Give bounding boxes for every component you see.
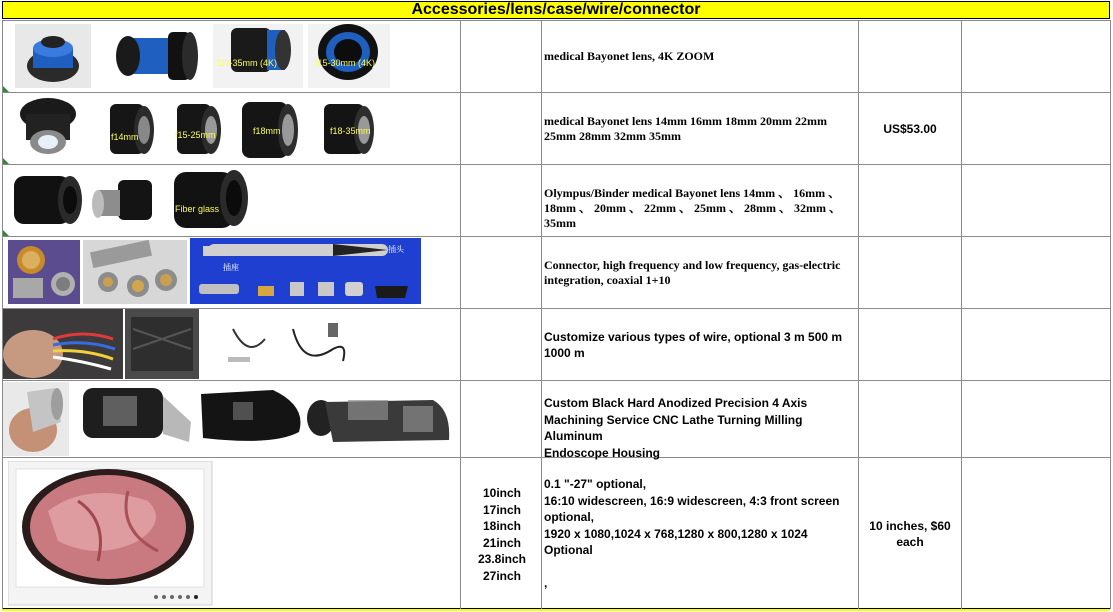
description-line xyxy=(544,559,858,576)
monitor-image xyxy=(8,461,214,607)
row6-description xyxy=(544,395,858,461)
size-item: 27inch xyxy=(482,568,521,583)
row7-description xyxy=(544,476,858,592)
size-item: 17inch xyxy=(482,502,521,517)
row-divider xyxy=(2,20,1110,21)
row1-description: medical Bayonet lens, 4K ZOOM xyxy=(544,49,715,63)
olympus-binder-lens-images xyxy=(3,166,393,234)
description-line: 1000 m xyxy=(544,346,585,360)
bayonet-zoom-lens-images xyxy=(3,22,393,90)
description-line: , xyxy=(544,576,548,590)
row7-price xyxy=(859,518,961,550)
description-line: Custom Black Hard Anodized Precision 4 Axis xyxy=(544,396,808,410)
image-caption: Fiber glass xyxy=(175,204,220,214)
row2-price: US$53.00 xyxy=(883,122,937,136)
image-caption: f18-35mm xyxy=(330,126,371,136)
image-caption: f15-30mm (4K) xyxy=(315,58,376,68)
size-item: 18inch xyxy=(482,519,521,533)
size-item: 23.8inch xyxy=(477,552,527,566)
description-line: Machining Service CNC Lathe Turning Milling Aluminum xyxy=(544,412,803,443)
description-line: medical Bayonet lens 14mm 16mm 18mm 20mm 22mm xyxy=(544,114,827,128)
description-line: 1920 x 1080,1024 x 768,1280 x 800,1280 x 1024 xyxy=(544,526,808,541)
description-line: 0.1 "-27" optional, xyxy=(544,477,647,491)
description-line: optional, xyxy=(544,510,594,524)
size-item: 21inch xyxy=(482,535,521,550)
image-caption: f18mm xyxy=(253,126,281,136)
description-line: 25mm 28mm 32mm 35mm xyxy=(544,129,681,143)
description-line: Optional xyxy=(544,543,593,557)
bayonet-lens-images xyxy=(3,94,393,162)
price-line: 10 inches, $60 xyxy=(869,519,951,533)
size-item: 10inch xyxy=(482,486,521,500)
svg-text:插座: 插座 xyxy=(223,263,239,272)
row-divider xyxy=(2,380,1110,381)
description-line: Endoscope Housing xyxy=(544,445,661,460)
housing-images xyxy=(3,382,463,456)
row-divider xyxy=(2,164,1110,165)
row-divider xyxy=(2,92,1110,93)
image-caption: f15-25mm xyxy=(175,130,216,140)
description-line: 18mm 、 20mm 、 22mm 、 25mm 、 28mm 、 32mm 、 35mm xyxy=(544,201,841,230)
description-line: 16:10 widescreen, 16:9 widescreen, 4:3 front screen xyxy=(544,493,840,508)
svg-text:插头: 插头 xyxy=(388,245,404,254)
monitor-sizes xyxy=(462,485,542,584)
col-divider xyxy=(460,20,461,609)
row3-description xyxy=(544,186,856,231)
description-line: integration, coaxial 1+10 xyxy=(544,273,671,287)
bottom-band xyxy=(2,609,1110,611)
price-line: each xyxy=(896,535,924,549)
sheet-title: Accessories/lens/case/wire/connector xyxy=(2,1,1110,19)
image-caption: f14mm xyxy=(111,132,139,142)
col-divider xyxy=(961,20,962,609)
description-line: Customize various types of wire, optional 3 m 500 m xyxy=(544,330,843,344)
row2-description xyxy=(544,114,856,144)
row4-description xyxy=(544,258,856,288)
connector-images xyxy=(3,238,423,306)
description-line: Olympus/Binder medical Bayonet lens 14mm 、 16mm 、 xyxy=(544,186,841,200)
wire-images xyxy=(3,309,363,379)
col-divider xyxy=(1110,20,1111,609)
row-divider xyxy=(2,236,1110,237)
image-caption: f20-35mm (4K) xyxy=(217,58,278,68)
description-line: Connector, high frequency and low frequency, gas-electric xyxy=(544,258,841,272)
row5-description xyxy=(544,329,856,361)
